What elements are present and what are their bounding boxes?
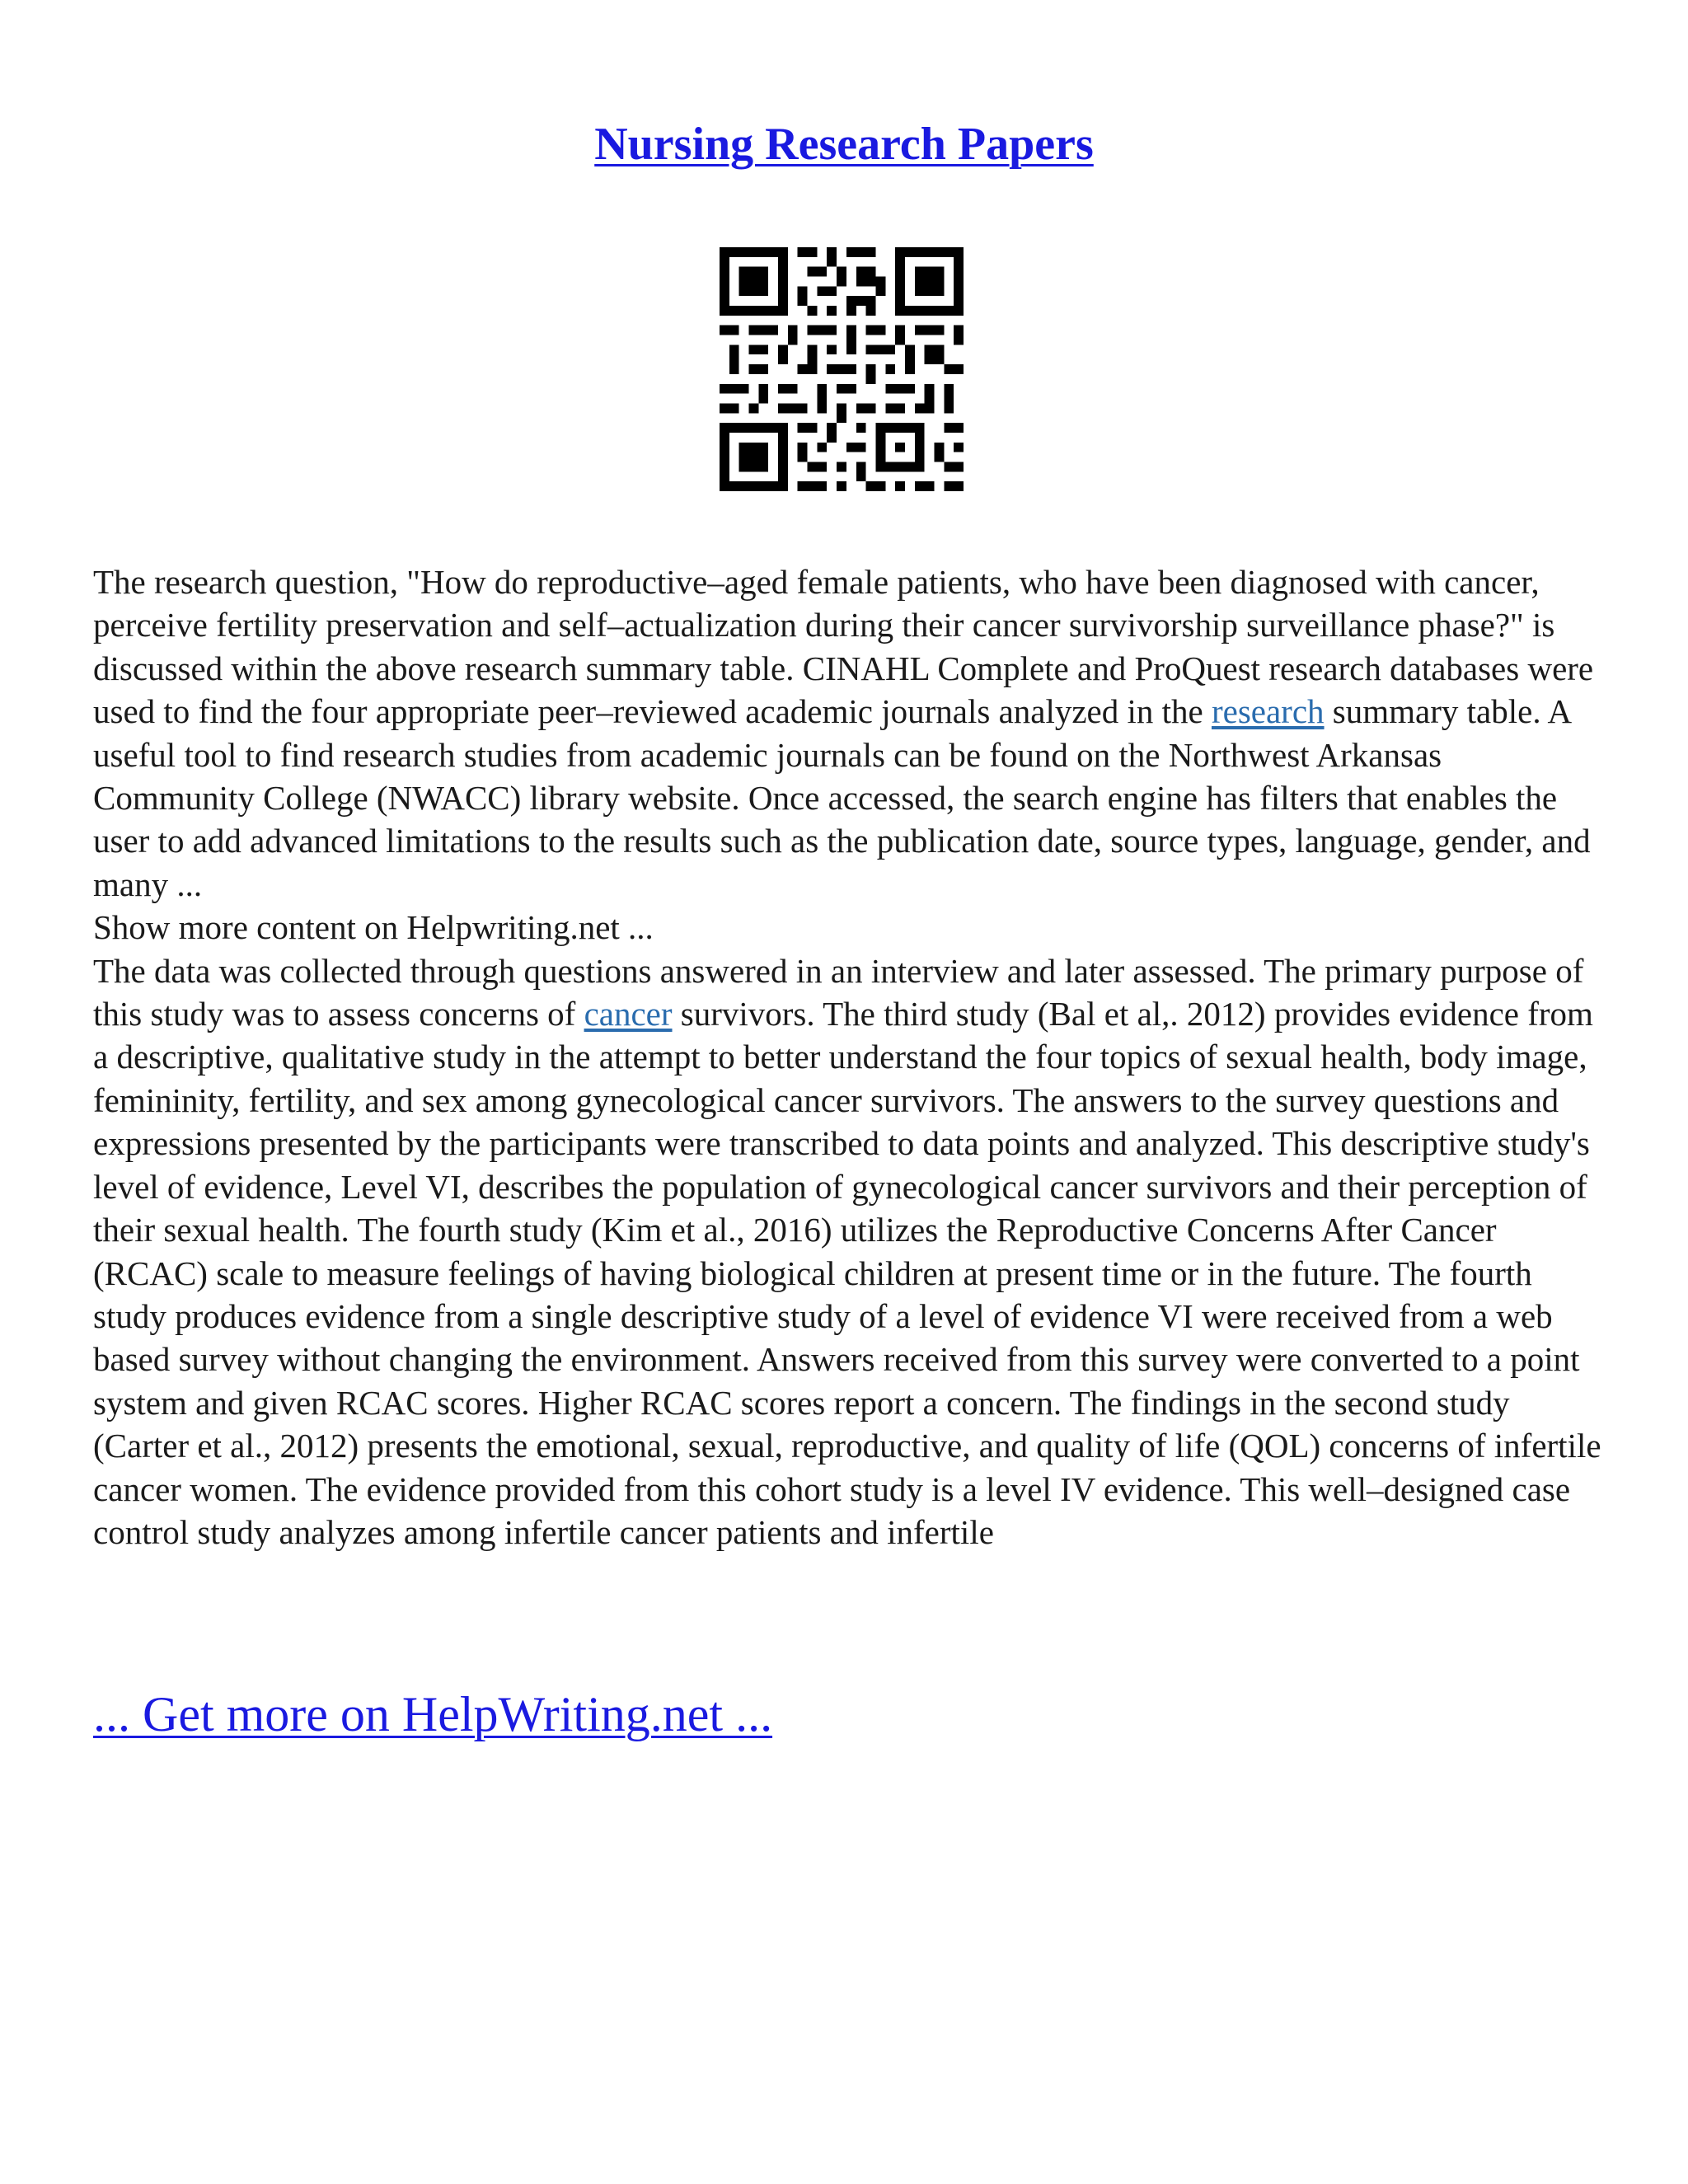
show-more-text: Show more content on Helpwriting.net ...: [93, 908, 654, 947]
paragraph-1-text-b: summary table. A useful tool to find research studies from academic journals can be found on the Northwest Arkansas Community College (NWACC) library website. Once accessed, the search engine has filters that enables the user to add advanced limitations to the results such as the publication date, source types, language, gender, and many ...: [93, 692, 1591, 903]
footer-more: [93, 1683, 772, 1746]
title-link[interactable]: Nursing Research Papers: [594, 119, 1094, 170]
paragraph-1: [93, 560, 1601, 906]
cancer-link[interactable]: cancer: [584, 995, 673, 1033]
page-title: [0, 115, 1688, 173]
article-body: [93, 560, 1601, 1554]
paragraph-2-text-b: survivors. The third study (Bal et al,. 2012) provides evidence from a descriptive, qualitative study in the attempt to better understand the four topics of sexual health, body image, femininity, fertility, and sex among gynecological cancer survivors. The answers to the survey questions and expressions presented by the participants were transcribed to data points and analyzed. This descriptive study's level of evidence, Level VI, describes the population of gynecological cancer survivors and their perception of their sexual health. The fourth study (Kim et al., 2016) utilizes the Reproductive Concerns After Cancer (RCAC) scale to measure feelings of having biological children at present time or in the future. The fourth study produces evidence from a single descriptive study of a level of evidence VI were received from a web based survey without changing the environment. Answers received from this survey were converted to a point system and given RCAC scores. Higher RCAC scores report a concern. The findings in the second study (Carter et al., 2012) presents the emotional, sexual, reproductive, and quality of life (QOL) concerns of infertile cancer women. The evidence provided from this cohort study is a level IV evidence. This well–designed case control study analyzes among infertile cancer patients and infertile: [93, 995, 1601, 1551]
get-more-link[interactable]: ... Get more on HelpWriting.net ...: [93, 1687, 773, 1741]
paragraph-1-text-a: The research question, "How do reproductive–aged female patients, who have been diagnosed with cancer, perceive fertility preservation and self–actualization during their cancer survivorship surveillance phase?" is discussed within the above research summary table. CINAHL Complete and ProQuest research databases were used to find the four appropriate peer–reviewed academic journals analyzed in the: [93, 563, 1594, 731]
paragraph-2: [93, 949, 1601, 1554]
research-link[interactable]: research: [1211, 692, 1325, 731]
qr-code-icon: [720, 247, 964, 491]
paragraph-2-text-a: The data was collected through questions answered in an interview and later assessed. The primary purpose of this study was to assess concerns of: [93, 951, 1584, 1033]
